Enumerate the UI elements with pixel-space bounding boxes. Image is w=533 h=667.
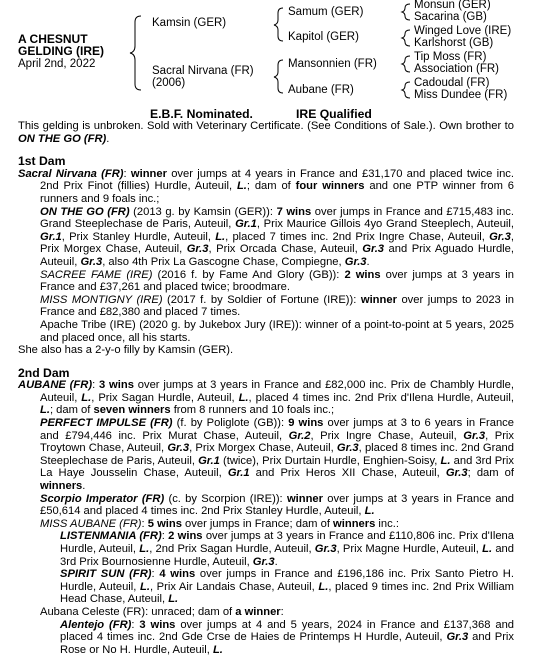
- progeny-apache-tribe: Apache Tribe (IRE) (2020 g. by Jukebox Jury (IRE)): winner of a point-to-point at 5 years, 2025 and placed once, all his starts.: [40, 318, 514, 344]
- progeny-on-the-go: ON THE GO (FR) (2013 g. by Kamsin (GER)): 7 wins over jumps in France and £715,483 inc. Grand Steeplechase de Paris, Auteuil, Gr.1, Prix Maurice Gillois 4yo Grand Steeplech, Auteuil, Gr.1, Prix Stanley Hurdle, Auteuil, L., placed 7 times inc. 2nd Prix Ingre Chase, Auteuil, Gr.3, Prix Morgex Chase, Auteuil, Gr.3, Prix Orcada Chase, Auteuil, Gr.3 and Prix Aguado Hurdle, Auteuil, Gr.3, also 4th Prix La Gascogne Chase, Compiegne, Gr.3.: [40, 205, 514, 268]
- catalogue-body: [18, 120, 514, 656]
- ebf-nominated: E.B.F. Nominated.: [150, 107, 253, 121]
- subject-foaled: April 2nd, 2022: [18, 58, 96, 70]
- progeny-sacree-fame: SACREE FAME (IRE) (2016 f. by Fame And Glory (GB)): 2 wins over jumps at 3 years in France and £37,261 and placed twice; broodmare.: [40, 268, 514, 294]
- pedigree-sire-sire: Samum (GER): [288, 6, 364, 18]
- pedigree-dam-sire: Mansonnien (FR): [288, 58, 377, 70]
- pedigree-dam-dam: Aubane (FR): [288, 84, 354, 96]
- progeny-miss-montigny: MISS MONTIGNY (IRE) (2017 f. by Soldier of Fortune (IRE)): winner over jumps to 2023 in France and £82,380 and placed 7 times.: [40, 293, 514, 319]
- progeny-aubana-celeste: Aubana Celeste (FR): unraced; dam of a winner:: [40, 605, 284, 618]
- pedigree-sire: Kamsin (GER): [152, 17, 227, 29]
- pedigree-g4: Karlshorst (GB): [414, 37, 494, 49]
- progeny-spirit-sun: SPIRIT SUN (FR): 4 wins over jumps in France and £196,186 inc. Prix Santo Pietro H. Hurdle, Auteuil, L., Prix Air Landais Chase, Auteuil, L., placed 9 times inc. 2nd Prix William Head Chase, Auteuil, L.: [60, 568, 514, 606]
- progeny-alentejo: Alentejo (FR): 3 wins over jumps at 4 and 5 years, 2024 in France and £137,368 and placed 4 times inc. 2nd Gde Crse de Haies de Printemps H Hurdle, Auteuil, Gr.3 and Prix Rose or No H. Hurdle, Auteuil, L.: [60, 618, 515, 656]
- second-dam-entry: AUBANE (FR): 3 wins over jumps at 3 years in France and £82,000 inc. Prix de Chambly Hurdle, Auteuil, L., Prix Sagan Hurdle, Auteuil, L., placed 4 times inc. 2nd Prix d'Ilena Hurdle, Auteuil, L.; dam of seven winners from 8 runners and 10 foals inc.;: [18, 379, 514, 417]
- pedigree-g1: Monsun (GER): [414, 0, 491, 11]
- first-dam-entry: Sacral Nirvana (FR): winner over jumps at 4 years in France and £31,170 and placed twice inc. 2nd Prix Finot (fillies) Hurdle, Auteuil, L.; dam of four winners and one PTP winner from 6 runners and 9 foals inc.;: [18, 167, 514, 205]
- ire-qualified: IRE Qualified: [296, 107, 372, 121]
- pedigree-g2: Sacarina (GB): [414, 11, 487, 23]
- progeny-2yo-filly: She also has a 2-y-o filly by Kamsin (GER).: [18, 344, 234, 357]
- intro-paragraph: This gelding is unbroken. Sold with Veterinary Certificate. (See Conditions of Sale.). Own brother to ON THE GO (FR).: [18, 120, 514, 145]
- second-dam-heading: 2nd Dam: [18, 365, 70, 380]
- pedigree-g7: Cadoudal (FR): [414, 77, 490, 89]
- progeny-perfect-impulse: PERFECT IMPULSE (FR) (f. by Poliglote (GB)): 9 wins over jumps at 3 to 6 years in France and £794,446 inc. Prix Murat Chase, Auteuil, Gr.2, Prix Ingre Chase, Auteuil, Gr.3, Prix Troytown Chase, Auteuil, Gr.3, Prix Morgex Chase, Auteuil, Gr.3, placed 8 times inc. 2nd Grand Steeplechase de Paris, Auteuil, Gr.1 (twice), Prix Durtain Hurdle, Enghien-Soisy, L. and 3rd Prix La Haye Jousselin Chase, Auteuil, Gr.1 and Prix Heros XII Chase, Auteuil, Gr.3; dam of winners.: [40, 417, 515, 493]
- pedigree-sire-dam: Kapitol (GER): [288, 31, 359, 43]
- first-dam-heading: 1st Dam: [18, 154, 66, 169]
- progeny-scorpio-imperator: Scorpio Imperator (FR) (c. by Scorpion (IRE)): winner over jumps at 3 years in France and £50,614 and placed 4 times inc. 2nd Prix Stanley Hurdle, Auteuil, L.: [40, 492, 515, 518]
- pedigree-dam-year: (2006): [152, 77, 186, 89]
- pedigree-g6: Association (FR): [414, 63, 499, 75]
- pedigree-dam: Sacral Nirvana (FR): [152, 65, 254, 77]
- pedigree-g8: Miss Dundee (FR): [414, 89, 508, 101]
- subject-line-1: A CHESNUT: [18, 32, 88, 46]
- progeny-miss-aubane: MISS AUBANE (FR): 5 wins over jumps in France; dam of winners inc.:: [40, 517, 399, 530]
- pedigree-g3: Winged Love (IRE): [414, 25, 512, 37]
- pedigree-g5: Tip Moss (FR): [414, 51, 487, 63]
- subject-line-2: GELDING (IRE): [18, 44, 104, 58]
- progeny-listenmania: LISTENMANIA (FR): 2 wins over jumps at 3 years in France and £110,806 inc. Prix d'Ilena Hurdle, Auteuil, L., 2nd Prix Sagan Hurdle, Auteuil, Gr.3, Prix Magne Hurdle, Auteuil, L. and 3rd Prix Bournosienne Hurdle, Auteuil, Gr.3.: [60, 530, 514, 568]
